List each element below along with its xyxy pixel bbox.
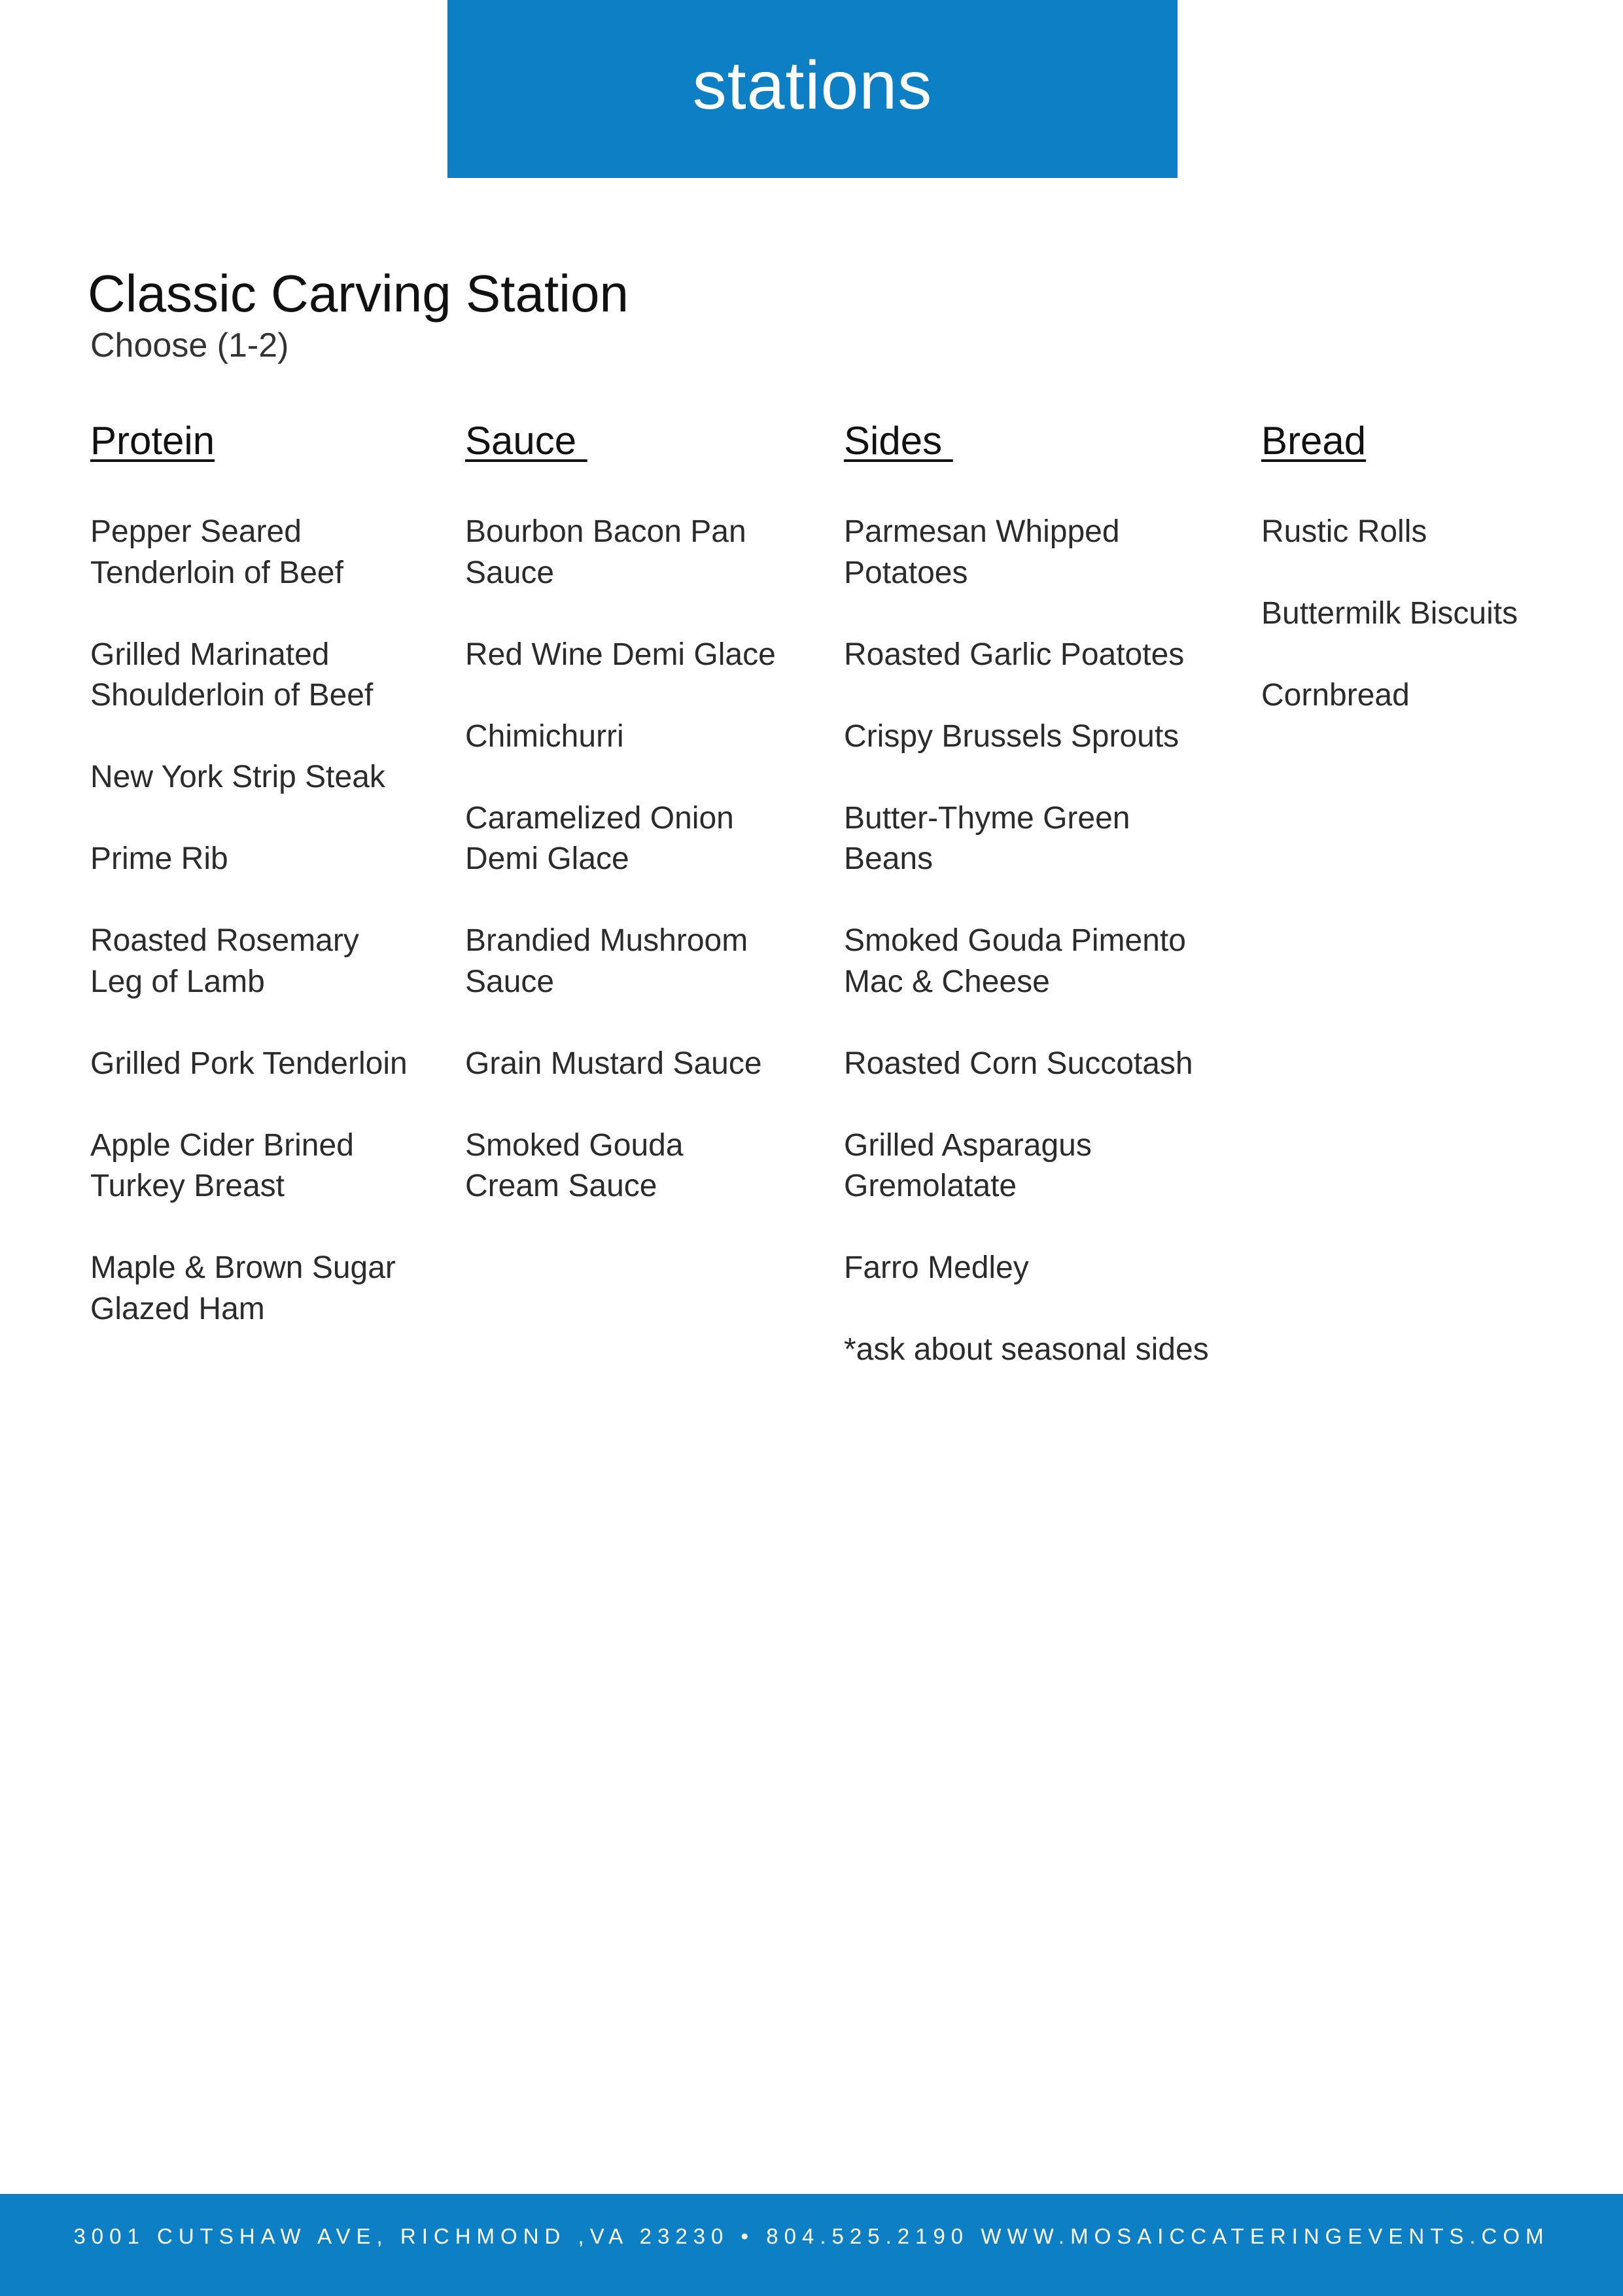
sauce-item: Smoked Gouda Cream Sauce [465, 1127, 684, 1203]
sauce-item: Bourbon Bacon Pan Sauce [465, 514, 746, 590]
sauce-item: Grain Mustard Sauce [465, 1046, 762, 1081]
sauce-item: Red Wine Demi Glace [465, 637, 776, 672]
sides-item: Roasted Corn Succotash [844, 1046, 1193, 1081]
protein-item: Apple Cider Brined Turkey Breast [90, 1127, 354, 1203]
sides-list [844, 512, 1249, 1371]
sides-item: Grilled Asparagus Gremolatate [844, 1127, 1092, 1203]
protein-item: New York Strip Steak [90, 760, 385, 794]
protein-item: Pepper Seared Tenderloin of Beef [90, 514, 343, 590]
sides-item: Smoked Gouda Pimento Mac & Cheese [844, 923, 1186, 999]
protein-list [90, 512, 457, 1330]
protein-item: Maple & Brown Sugar Glazed Ham [90, 1250, 396, 1326]
sauce-item: Caramelized Onion Demi Glace [465, 800, 734, 876]
section-subtitle: Choose (1-2) [90, 327, 289, 364]
sides-item: *ask about seasonal sides [844, 1332, 1209, 1367]
bread-heading: Bread [1261, 419, 1367, 463]
protein-heading: Protein [90, 419, 215, 463]
sauce-list [465, 512, 831, 1207]
footer-contact-info: 3001 CUTSHAW AVE, RICHMOND ,VA 23230 • 804.525.2190 WWW.MOSAICCATERINGEVENTS.COM [73, 2224, 1550, 2248]
sauce-item: Brandied Mushroom Sauce [465, 923, 748, 999]
section-title: Classic Carving Station [88, 264, 629, 323]
sides-item: Parmesan Whipped Potatoes [844, 514, 1120, 590]
protein-item: Prime Rib [90, 841, 228, 876]
sauce-heading: Sauce [465, 419, 587, 463]
bread-column [1261, 416, 1601, 757]
header-banner [447, 0, 1178, 178]
sides-item: Farro Medley [844, 1250, 1029, 1285]
sides-item: Crispy Brussels Sprouts [844, 718, 1179, 754]
protein-item: Grilled Marinated Shoulderloin of Beef [90, 637, 374, 713]
footer-bar [0, 2194, 1623, 2296]
protein-column [90, 416, 457, 1371]
sauce-item: Chimichurri [465, 718, 624, 754]
sides-item: Butter-Thyme Green Beans [844, 800, 1130, 876]
protein-item: Grilled Pork Tenderloin [90, 1046, 408, 1081]
bread-item: Rustic Rolls [1261, 514, 1427, 549]
bread-list [1261, 512, 1601, 716]
sauce-column [465, 416, 831, 1248]
bread-item: Buttermilk Biscuits [1261, 596, 1518, 631]
sides-item: Roasted Garlic Poatotes [844, 637, 1185, 672]
protein-item: Roasted Rosemary Leg of Lamb [90, 923, 359, 999]
sides-heading: Sides [844, 419, 953, 463]
sides-column [844, 416, 1249, 1411]
bread-item: Cornbread [1261, 678, 1410, 713]
page-title: stations [692, 47, 933, 124]
